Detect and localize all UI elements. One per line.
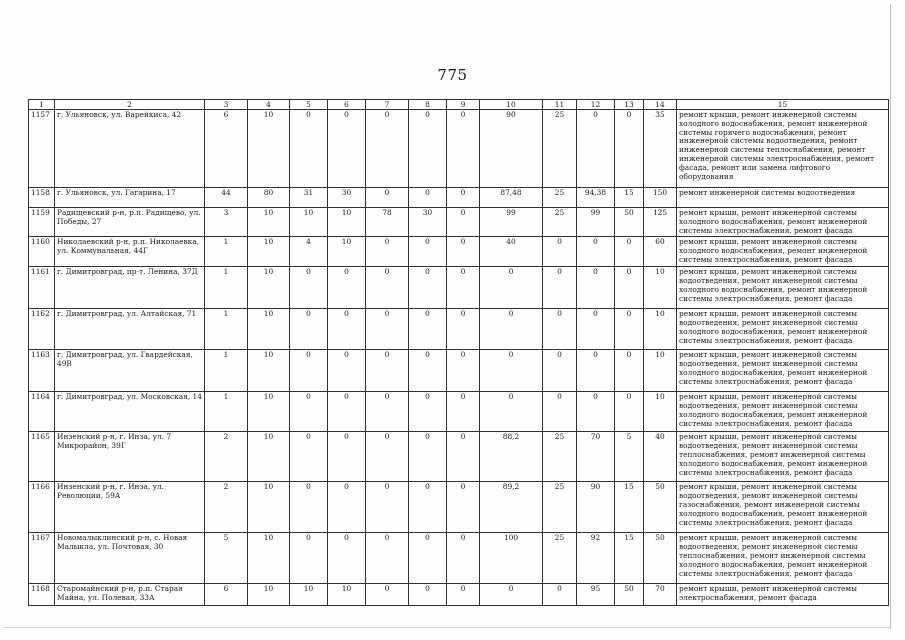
value-cell: 15 — [615, 482, 644, 533]
page-border-right — [890, 4, 891, 629]
value-cell: 70 — [644, 584, 677, 606]
value-cell: 0 — [409, 584, 447, 606]
value-cell: 0 — [577, 350, 615, 392]
value-cell: 0 — [409, 392, 447, 432]
value-cell: 0 — [543, 237, 577, 267]
value-cell: 25 — [543, 432, 577, 482]
page-number: 775 — [437, 66, 468, 84]
column-header-11: 11 — [543, 100, 577, 110]
value-cell: 0 — [328, 482, 366, 533]
value-cell: 0 — [328, 110, 366, 188]
value-cell: 25 — [543, 208, 577, 237]
works-cell: ремонт крыши, ремонт инженерной системы холодного водоснабжения, ремонт инженерной системы электроснабжения, ремонт фасада — [677, 237, 889, 267]
value-cell: 10 — [248, 309, 290, 350]
table-row — [29, 533, 889, 584]
works-cell: ремонт крыши, ремонт инженерной системы холодного водоснабжения, ремонт инженерной системы электроснабжения, ремонт фасада — [677, 208, 889, 237]
value-cell: 0 — [447, 208, 480, 237]
value-cell: 25 — [543, 482, 577, 533]
column-header-4: 4 — [248, 100, 290, 110]
value-cell: 50 — [615, 584, 644, 606]
value-cell: 0 — [615, 309, 644, 350]
value-cell: 10 — [644, 350, 677, 392]
value-cell: 0 — [447, 110, 480, 188]
value-cell: 30 — [328, 188, 366, 208]
value-cell: 0 — [447, 584, 480, 606]
column-header-13: 13 — [615, 100, 644, 110]
value-cell: 0 — [409, 267, 447, 309]
value-cell: 10 — [248, 350, 290, 392]
value-cell: 0 — [615, 110, 644, 188]
value-cell: 0 — [328, 309, 366, 350]
value-cell: 1 — [205, 237, 248, 267]
address-cell: г. Димитровград, ул. Алтайская, 71 — [55, 309, 205, 350]
address-cell: Инзенский р-н, г. Инза, ул. Революции, 59А — [55, 482, 205, 533]
value-cell: 0 — [290, 309, 328, 350]
value-cell: 0 — [615, 392, 644, 432]
value-cell: 89,2 — [480, 482, 543, 533]
value-cell: 0 — [366, 267, 409, 309]
row-number-cell: 1159 — [29, 208, 55, 237]
address-cell: Николаевский р-н, р.п. Николаевка, ул. Коммунальная, 44Г — [55, 237, 205, 267]
value-cell: 0 — [409, 482, 447, 533]
value-cell: 0 — [366, 237, 409, 267]
table-row — [29, 584, 889, 606]
row-number-cell: 1165 — [29, 432, 55, 482]
value-cell: 10 — [248, 208, 290, 237]
value-cell: 87,48 — [480, 188, 543, 208]
value-cell: 0 — [366, 392, 409, 432]
value-cell: 0 — [290, 350, 328, 392]
row-number-cell: 1167 — [29, 533, 55, 584]
value-cell: 10 — [644, 309, 677, 350]
value-cell: 100 — [480, 533, 543, 584]
value-cell: 0 — [409, 110, 447, 188]
column-header-10: 10 — [480, 100, 543, 110]
value-cell: 125 — [644, 208, 677, 237]
value-cell: 0 — [480, 267, 543, 309]
value-cell: 10 — [328, 237, 366, 267]
value-cell: 0 — [447, 482, 480, 533]
row-number-cell: 1166 — [29, 482, 55, 533]
value-cell: 0 — [543, 267, 577, 309]
value-cell: 0 — [543, 309, 577, 350]
value-cell: 1 — [205, 350, 248, 392]
address-cell: Инзенский р-н, г. Инза, ул. 7 Микрорайон, 39Г — [55, 432, 205, 482]
value-cell: 2 — [205, 432, 248, 482]
works-cell: ремонт крыши, ремонт инженерной системы водоотведения, ремонт инженерной системы теплоснабжения, ремонт инженерной системы холодного водоснабжения, ремонт инженерной системы электроснабжения, ремонт фасада — [677, 533, 889, 584]
value-cell: 80 — [248, 188, 290, 208]
table-row — [29, 267, 889, 309]
address-cell: г. Ульяновск, ул. Гагарина, 17 — [55, 188, 205, 208]
column-header-9: 9 — [447, 100, 480, 110]
value-cell: 0 — [290, 267, 328, 309]
value-cell: 10 — [644, 392, 677, 432]
value-cell: 15 — [615, 188, 644, 208]
value-cell: 60 — [644, 237, 677, 267]
value-cell: 70 — [577, 432, 615, 482]
table-row — [29, 482, 889, 533]
value-cell: 10 — [248, 237, 290, 267]
value-cell: 99 — [577, 208, 615, 237]
value-cell: 30 — [409, 208, 447, 237]
value-cell: 0 — [577, 309, 615, 350]
works-cell: ремонт крыши, ремонт инженерной системы водоотведения, ремонт инженерной системы холодного водоснабжения, ремонт инженерной системы электроснабжения, ремонт фасада — [677, 309, 889, 350]
address-cell: Старомайнский р-н, р.п. Старая Майна, ул. Полевая, 33А — [55, 584, 205, 606]
header-row — [29, 100, 889, 110]
value-cell: 0 — [480, 309, 543, 350]
value-cell: 0 — [409, 237, 447, 267]
value-cell: 0 — [366, 432, 409, 482]
value-cell: 0 — [366, 584, 409, 606]
value-cell: 25 — [543, 110, 577, 188]
value-cell: 10 — [328, 584, 366, 606]
value-cell: 25 — [543, 533, 577, 584]
address-cell: г. Димитровград, пр-т. Ленина, 37Д — [55, 267, 205, 309]
value-cell: 10 — [248, 533, 290, 584]
value-cell: 0 — [577, 237, 615, 267]
value-cell: 0 — [366, 482, 409, 533]
row-number-cell: 1162 — [29, 309, 55, 350]
value-cell: 6 — [205, 584, 248, 606]
value-cell: 1 — [205, 267, 248, 309]
value-cell: 2 — [205, 482, 248, 533]
address-cell: г. Димитровград, ул. Гвардейская, 49В — [55, 350, 205, 392]
value-cell: 99 — [480, 208, 543, 237]
value-cell: 40 — [480, 237, 543, 267]
column-header-14: 14 — [644, 100, 677, 110]
value-cell: 0 — [328, 350, 366, 392]
value-cell: 10 — [248, 110, 290, 188]
value-cell: 0 — [480, 584, 543, 606]
value-cell: 0 — [447, 309, 480, 350]
value-cell: 0 — [577, 392, 615, 432]
page-border-bottom — [4, 627, 891, 628]
value-cell: 0 — [290, 392, 328, 432]
value-cell: 0 — [290, 482, 328, 533]
value-cell: 10 — [248, 392, 290, 432]
table-header — [29, 100, 889, 110]
value-cell: 50 — [615, 208, 644, 237]
table-row — [29, 188, 889, 208]
row-number-cell: 1157 — [29, 110, 55, 188]
address-cell: Радищевский р-н, р.п. Радищево, ул. Победы, 27 — [55, 208, 205, 237]
value-cell: 0 — [543, 350, 577, 392]
value-cell: 3 — [205, 208, 248, 237]
value-cell: 0 — [366, 110, 409, 188]
row-number-cell: 1163 — [29, 350, 55, 392]
column-header-15: 15 — [677, 100, 889, 110]
value-cell: 0 — [366, 533, 409, 584]
value-cell: 50 — [644, 533, 677, 584]
value-cell: 92 — [577, 533, 615, 584]
value-cell: 4 — [290, 237, 328, 267]
value-cell: 0 — [543, 392, 577, 432]
value-cell: 0 — [447, 392, 480, 432]
value-cell: 50 — [644, 482, 677, 533]
works-cell: ремонт крыши, ремонт инженерной системы водоотведения, ремонт инженерной системы теплоснабжения, ремонт инженерной системы холодного водоснабжения, ремонт инженерной системы электроснабжения, ремонт фасада — [677, 432, 889, 482]
value-cell: 88,2 — [480, 432, 543, 482]
column-header-12: 12 — [577, 100, 615, 110]
value-cell: 10 — [248, 482, 290, 533]
value-cell: 0 — [366, 188, 409, 208]
value-cell: 0 — [366, 350, 409, 392]
works-cell: ремонт крыши, ремонт инженерной системы водоотведения, ремонт инженерной системы холодного водоснабжения, ремонт инженерной системы электроснабжения, ремонт фасада — [677, 392, 889, 432]
registry-table — [28, 99, 889, 606]
works-cell: ремонт крыши, ремонт инженерной системы электроснабжения, ремонт фасада — [677, 584, 889, 606]
value-cell: 40 — [644, 432, 677, 482]
column-header-2: 2 — [55, 100, 205, 110]
column-header-7: 7 — [366, 100, 409, 110]
value-cell: 90 — [480, 110, 543, 188]
value-cell: 0 — [615, 267, 644, 309]
value-cell: 95 — [577, 584, 615, 606]
column-header-6: 6 — [328, 100, 366, 110]
row-number-cell: 1164 — [29, 392, 55, 432]
value-cell: 10 — [248, 432, 290, 482]
value-cell: 0 — [577, 110, 615, 188]
row-number-cell: 1168 — [29, 584, 55, 606]
table-row — [29, 350, 889, 392]
column-header-5: 5 — [290, 100, 328, 110]
table-row — [29, 110, 889, 188]
value-cell: 0 — [480, 392, 543, 432]
value-cell: 0 — [328, 432, 366, 482]
value-cell: 44 — [205, 188, 248, 208]
value-cell: 0 — [480, 350, 543, 392]
works-cell: ремонт крыши, ремонт инженерной системы водоотведения, ремонт инженерной системы холодного водоснабжения, ремонт инженерной системы электроснабжения, ремонт фасада — [677, 350, 889, 392]
value-cell: 0 — [328, 267, 366, 309]
value-cell: 0 — [366, 309, 409, 350]
works-cell: ремонт инженерной системы водоотведения — [677, 188, 889, 208]
value-cell: 0 — [543, 584, 577, 606]
column-header-8: 8 — [409, 100, 447, 110]
value-cell: 25 — [543, 188, 577, 208]
value-cell: 0 — [615, 237, 644, 267]
value-cell: 0 — [577, 267, 615, 309]
value-cell: 0 — [328, 533, 366, 584]
value-cell: 0 — [409, 188, 447, 208]
value-cell: 6 — [205, 110, 248, 188]
value-cell: 0 — [447, 267, 480, 309]
value-cell: 10 — [248, 584, 290, 606]
value-cell: 0 — [447, 237, 480, 267]
row-number-cell: 1158 — [29, 188, 55, 208]
value-cell: 35 — [644, 110, 677, 188]
column-header-3: 3 — [205, 100, 248, 110]
value-cell: 0 — [290, 432, 328, 482]
value-cell: 0 — [409, 432, 447, 482]
table-body — [29, 110, 889, 606]
address-cell: г. Ульяновск, ул. Варейкиса, 42 — [55, 110, 205, 188]
table-row — [29, 309, 889, 350]
row-number-cell: 1161 — [29, 267, 55, 309]
table-row — [29, 237, 889, 267]
value-cell: 31 — [290, 188, 328, 208]
table-row — [29, 432, 889, 482]
works-cell: ремонт крыши, ремонт инженерной системы холодного водоснабжения, ремонт инженерной системы горячего водоснабжения, ремонт инженерной системы водоотведения, ремонт инженерной системы теплоснабжения, ремонт инженерной системы электроснабжения, ремонт фасада, ремонт или замена лифтового оборудования — [677, 110, 889, 188]
value-cell: 0 — [447, 188, 480, 208]
value-cell: 0 — [290, 110, 328, 188]
value-cell: 78 — [366, 208, 409, 237]
works-cell: ремонт крыши, ремонт инженерной системы водоотведения, ремонт инженерной системы газоснабжения, ремонт инженерной системы холодного водоснабжения, ремонт инженерной системы электроснабжения, ремонт фасада — [677, 482, 889, 533]
value-cell: 15 — [615, 533, 644, 584]
value-cell: 10 — [290, 584, 328, 606]
value-cell: 0 — [409, 309, 447, 350]
value-cell: 0 — [447, 432, 480, 482]
value-cell: 0 — [447, 350, 480, 392]
value-cell: 0 — [447, 533, 480, 584]
column-header-1: 1 — [29, 100, 55, 110]
value-cell: 10 — [644, 267, 677, 309]
table-row — [29, 392, 889, 432]
works-cell: ремонт крыши, ремонт инженерной системы водоотведения, ремонт инженерной системы холодного водоснабжения, ремонт инженерной системы электроснабжения, ремонт фасада — [677, 267, 889, 309]
value-cell: 150 — [644, 188, 677, 208]
value-cell: 10 — [290, 208, 328, 237]
value-cell: 0 — [409, 533, 447, 584]
value-cell: 1 — [205, 392, 248, 432]
table-row — [29, 208, 889, 237]
row-number-cell: 1160 — [29, 237, 55, 267]
value-cell: 0 — [615, 350, 644, 392]
address-cell: г. Димитровград, ул. Московская, 14 — [55, 392, 205, 432]
value-cell: 94,38 — [577, 188, 615, 208]
value-cell: 10 — [328, 208, 366, 237]
value-cell: 5 — [205, 533, 248, 584]
value-cell: 1 — [205, 309, 248, 350]
value-cell: 10 — [248, 267, 290, 309]
value-cell: 0 — [409, 350, 447, 392]
value-cell: 5 — [615, 432, 644, 482]
value-cell: 0 — [328, 392, 366, 432]
value-cell: 0 — [290, 533, 328, 584]
address-cell: Новомалыклинский р-н, с. Новая Малыкла, ул. Почтовая, 30 — [55, 533, 205, 584]
value-cell: 90 — [577, 482, 615, 533]
